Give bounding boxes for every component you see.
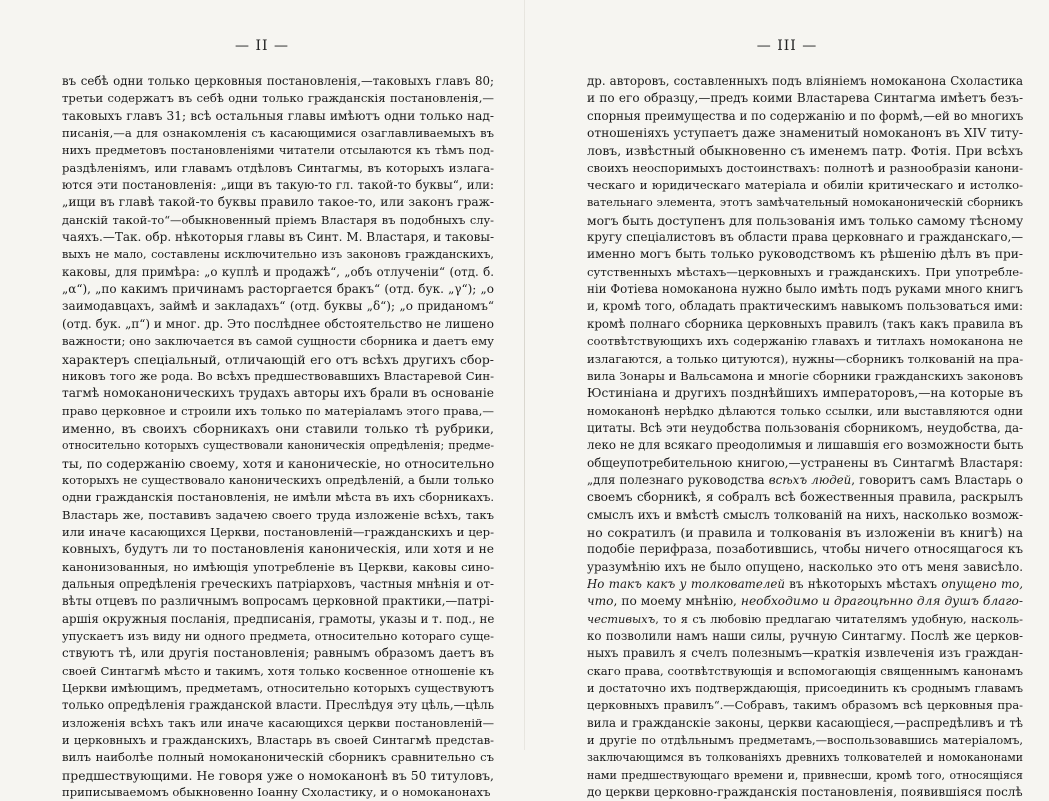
text-line: вѣты отцевъ по различнымъ вопросамъ церковной практики,—патрі-: [62, 594, 494, 609]
text-line: скаго права, соотвѣтствующія и вспомогающія священнымъ канонамъ: [587, 663, 1023, 678]
text-line: таковыхъ главъ 31; всѣ остальныя главы имѣютъ одни только над-: [62, 108, 494, 123]
text-line: относительно которыхъ существовали каноническія опредѣленія; предме-: [62, 439, 494, 453]
text-run: , по моему мнѣнію,: [613, 594, 741, 609]
text-line: [587, 576, 1023, 593]
text-line: Юстиніана и другихъ позднѣйшихъ императоровъ,—на которые въ: [587, 386, 1023, 401]
text-line: характеръ спеціальный, отличающій его отъ всѣхъ другихъ сбор-: [62, 351, 494, 367]
italic-run: опущено то,: [941, 576, 1023, 591]
text-line: Церкви имѣющимъ, предметамъ, относительно которыхъ существуютъ: [62, 681, 494, 696]
text-run: въ нѣкоторыхъ мѣстахъ: [784, 576, 942, 591]
text-line: цитаты. Всѣ эти неудобства пользованія сборникомъ, неудобства, да-: [587, 420, 1023, 435]
text-line: ствуютъ тѣ, или другія постановленія; равнымъ образомъ даетъ въ: [62, 646, 494, 661]
text-line: каковы, для примѣра: „о куплѣ и продажѣ“, „объ отлученіи“ (отд. б.: [62, 264, 494, 279]
text-line: именно, въ своихъ сборникахъ они ставили только тѣ рубрики,: [62, 420, 494, 436]
text-line: никовъ того же рода. Во всѣхъ предшествовавшихъ Властаревой Син-: [62, 368, 494, 383]
left-page-text: [62, 73, 494, 801]
text-line: общеупотребительною книгою,—устранены въ Синтагмѣ Властаря:: [587, 455, 1023, 470]
text-line: и другіе по отдѣльнымъ предметамъ,—воспользовавшись матеріаломъ,: [587, 733, 1023, 748]
text-line: Властарь же, поставивъ задачею своего труда изложеніе всѣхъ, такъ: [62, 507, 494, 522]
text-line: одни гражданскія постановленія, не имѣли мѣста въ ихъ сборникахъ.: [62, 490, 494, 505]
text-line: дальныя опредѣленія греческихъ патріарховъ, частныя мнѣнія и от-: [62, 576, 494, 591]
text-line: выхъ не мало, составлены исключительно изъ законовъ гражданскихъ,: [62, 248, 494, 262]
text-line: вилъ наиболѣе полный номоканоническій сборникъ сравнительно съ: [62, 750, 494, 765]
text-line: отношеніяхъ уступаетъ даже знаменитый номоканонъ въ XIV титу-: [587, 126, 1023, 141]
text-line: предшествующими. Не говоря уже о номоканонѣ въ 50 титуловъ,: [62, 767, 494, 783]
text-line: заимодавцахъ, займѣ и закладахъ“ (отд. буквы „δ“); „о приданомъ“: [62, 299, 494, 314]
text-line: заключающимся въ толкованіяхъ древнихъ толкователей и номоканонами: [587, 751, 1023, 765]
text-line: уразумѣнію ихъ не было опущено, насколько это отъ меня зависѣло.: [587, 559, 1023, 574]
text-line: своемъ сборникѣ, я собралъ всѣ божественныя правила, раскрылъ: [587, 490, 1023, 505]
text-line: „ищи въ главѣ такой-то буквы правило такое-то, или законъ граж-: [62, 195, 494, 210]
text-line: вила и гражданскіе законы, церкви касающіеся,—распредѣливъ и тѣ: [587, 715, 1023, 730]
text-line: которыхъ не существовало каноническихъ опредѣленій, а были только: [62, 472, 494, 487]
text-line: приписываемомъ обыкновенно Іоанну Схоластику, и о номоканонахъ: [62, 785, 491, 800]
text-line: ются эти постановленія: „ищи въ такую-то гл. такой-то буквы“, или:: [62, 178, 494, 193]
text-line: ловъ, извѣстный обыкновенно съ именемъ патр. Фотія. При всѣхъ: [587, 143, 1023, 159]
text-line: нихъ предметовъ постановленіями читатели отсылаются къ тѣмъ под-: [62, 143, 494, 158]
right-page: [525, 0, 1049, 800]
text-line: церковныхъ правилъ“.—Собравъ, такимъ образомъ всѣ церковныя пра-: [587, 698, 1023, 713]
text-line: канонизованныя, но имѣющія употребленіе въ Церкви, каковы сино-: [62, 559, 494, 574]
text-line: ніи Фотіева номоканона нужно было имѣть подъ руками много книгъ: [587, 282, 1023, 297]
text-line: право церковное и строили ихъ только по матеріаламъ этого права,—: [62, 403, 494, 418]
text-line: ты, по содержанію своему, хотя и каноническіе, но относительно: [62, 455, 494, 471]
italic-run: что: [587, 594, 614, 609]
text-line: ко позволили намъ наши силы, ручную Синтагму. Послѣ же церков-: [587, 629, 1023, 643]
text-line: [587, 593, 1023, 610]
page-number-left: — II —: [235, 38, 289, 54]
text-run: , говоритъ самъ Властарь о: [851, 472, 1023, 487]
text-line: аршія окружныя посланія, предписанія, грамоты, указы и т. под., не: [62, 611, 494, 626]
text-line: въ себѣ одни только церковныя постановленія,—таковыхъ главъ 80;: [62, 74, 494, 88]
text-line: леко не для всякаго преодолимыя и лишавшія его возможности быть: [587, 438, 1023, 453]
text-line: спорныя преимущества и по содержанію и по формѣ,—ей во многихъ: [587, 108, 1023, 123]
text-line: [587, 472, 1023, 489]
text-line: подобіе перифраза, позаботившись, чтобы ничего относящагося къ: [587, 542, 1023, 557]
text-line: сутственныхъ мѣстахъ—церковныхъ и гражданскихъ. При употребле-: [587, 264, 1023, 279]
italic-run: необходимо и драгоцѣнно для душъ благо-: [740, 594, 1023, 609]
text-line: упускаетъ изъ виду ни одного предмета, относительно котораго суще-: [62, 629, 494, 643]
text-line: именно могъ быть только руководствомъ къ рѣшенію дѣлъ въ при-: [587, 247, 1023, 262]
text-line: до церкви церковно-гражданскія постановленія, появившіяся послѣ: [587, 785, 1023, 800]
text-line: изложенія всѣхъ такъ или иначе касающихся церкви постановленій—: [62, 715, 494, 730]
text-line: и по его образцу,—предъ коими Властарева Синтагма имѣетъ безъ-: [587, 91, 1023, 106]
text-line: ковныхъ, будутъ ли то постановленія каноническія, или хотя и не: [62, 542, 494, 557]
text-line: тагмѣ номоканоническихъ трудахъ авторы ихъ брали въ основаніе: [62, 386, 494, 401]
text-line: важности; оно заключается въ самой сущности сборника и даетъ ему: [62, 334, 494, 349]
text-line: номоканонѣ нерѣдко дѣлаются только ссылки, или выставляются одни: [587, 403, 1023, 418]
text-line: и достаточно ихъ подтверждающія, присоединить къ сроднымъ главамъ: [587, 682, 1023, 696]
italic-run: Но такъ какъ у толкователей: [587, 576, 785, 591]
italic-run: честивыхъ: [587, 611, 656, 626]
text-run: , то я съ любовію предлагаю читателямъ удобную, насколь-: [655, 611, 1023, 626]
text-line: или иначе касающихся Церкви, постановленій—гражданскихъ и цер-: [62, 524, 494, 539]
text-line: чаяхъ.—Так. обр. нѣкоторыя главы въ Синт. М. Властаря, и таковы-: [62, 230, 494, 245]
text-line: третьи содержатъ въ себѣ одни только гражданскія постановленія,—: [62, 91, 494, 106]
text-line: и церковныхъ и гражданскихъ, Властарь въ своей Синтагмѣ представ-: [62, 733, 494, 748]
text-line: своихъ неоспоримыхъ достоинствахъ: полнотѣ и разнообразіи канони-: [587, 160, 1023, 175]
text-run: „для полезнаго руководства: [587, 472, 769, 487]
italic-run: всѣхъ людей: [768, 472, 852, 487]
text-line: могъ быть доступенъ для пользованія имъ только самому тѣсному: [587, 212, 1023, 228]
text-line: и, кромѣ того, обладать практическимъ навыкомъ пользоваться ими:: [587, 299, 1023, 314]
page-number-right: — III —: [756, 38, 818, 54]
text-line: ческаго и юридическаго матеріала и обиліи критическаго и истолко-: [587, 178, 1023, 193]
text-line: кругу спеціалистовъ въ области права церковнаго и гражданскаго,—: [587, 230, 1023, 245]
text-line: кромѣ полнаго сборника церковныхъ правилъ (такъ какъ правила въ: [587, 316, 1023, 331]
right-page-text: [587, 73, 1023, 801]
text-line: „α“), „по какимъ причинамъ расторгается бракъ“ (отд. бук. „γ“); „о: [62, 282, 494, 297]
text-line: но сократилъ (и правила и толкованія въ изложеніи въ книгѣ) на: [587, 524, 1023, 540]
text-line: своей Синтагмѣ мѣсто и такимъ, хотя только косвенное отношеніе къ: [62, 663, 494, 678]
text-line: ныхъ правилъ я счелъ полезнымъ—краткія извлеченія изъ граждан-: [587, 646, 1023, 661]
text-line: (отд. бук. „π“) и мног. др. Это послѣднее обстоятельство не лишено: [62, 316, 494, 331]
text-line: нами предшествующаго времени и, привнесши, кромѣ того, относящіяся: [587, 768, 1023, 782]
text-line: вила Зонары и Вальсамона и многіе сборники гражданскихъ законовъ: [587, 368, 1023, 383]
text-line: только опредѣленія гражданской власти. Преслѣдуя эту цѣль,—цѣль: [62, 698, 494, 713]
text-line: данскій такой-то“—обыкновенный пріемъ Властаря въ подобныхъ слу-: [62, 212, 494, 227]
text-line: вательнаго элемента, этотъ замѣчательный номоканоническій сборникъ: [587, 196, 1023, 210]
text-line: соотвѣтствующихъ ихъ содержанію главахъ и титлахъ номоканона не: [587, 334, 1023, 349]
text-line: [587, 611, 1023, 628]
text-line: смыслъ ихъ и вмѣстѣ смыслъ толкованій на нихъ, насколько возмож-: [587, 507, 1023, 522]
text-line: др. авторовъ, составленныхъ подъ вліяніемъ номоканона Схоластика: [587, 74, 1023, 88]
left-page: [0, 0, 524, 800]
text-line: раздѣленіямъ, или главамъ отдѣловъ Синтагмы, въ которыхъ излага-: [62, 160, 494, 175]
text-line: излагаются, а только цитуются), нужны—сборникъ толкованій на пра-: [587, 351, 1023, 366]
text-line: писанія,—а для ознакомленія съ касающимися озаглавливаемыхъ въ: [62, 126, 494, 141]
